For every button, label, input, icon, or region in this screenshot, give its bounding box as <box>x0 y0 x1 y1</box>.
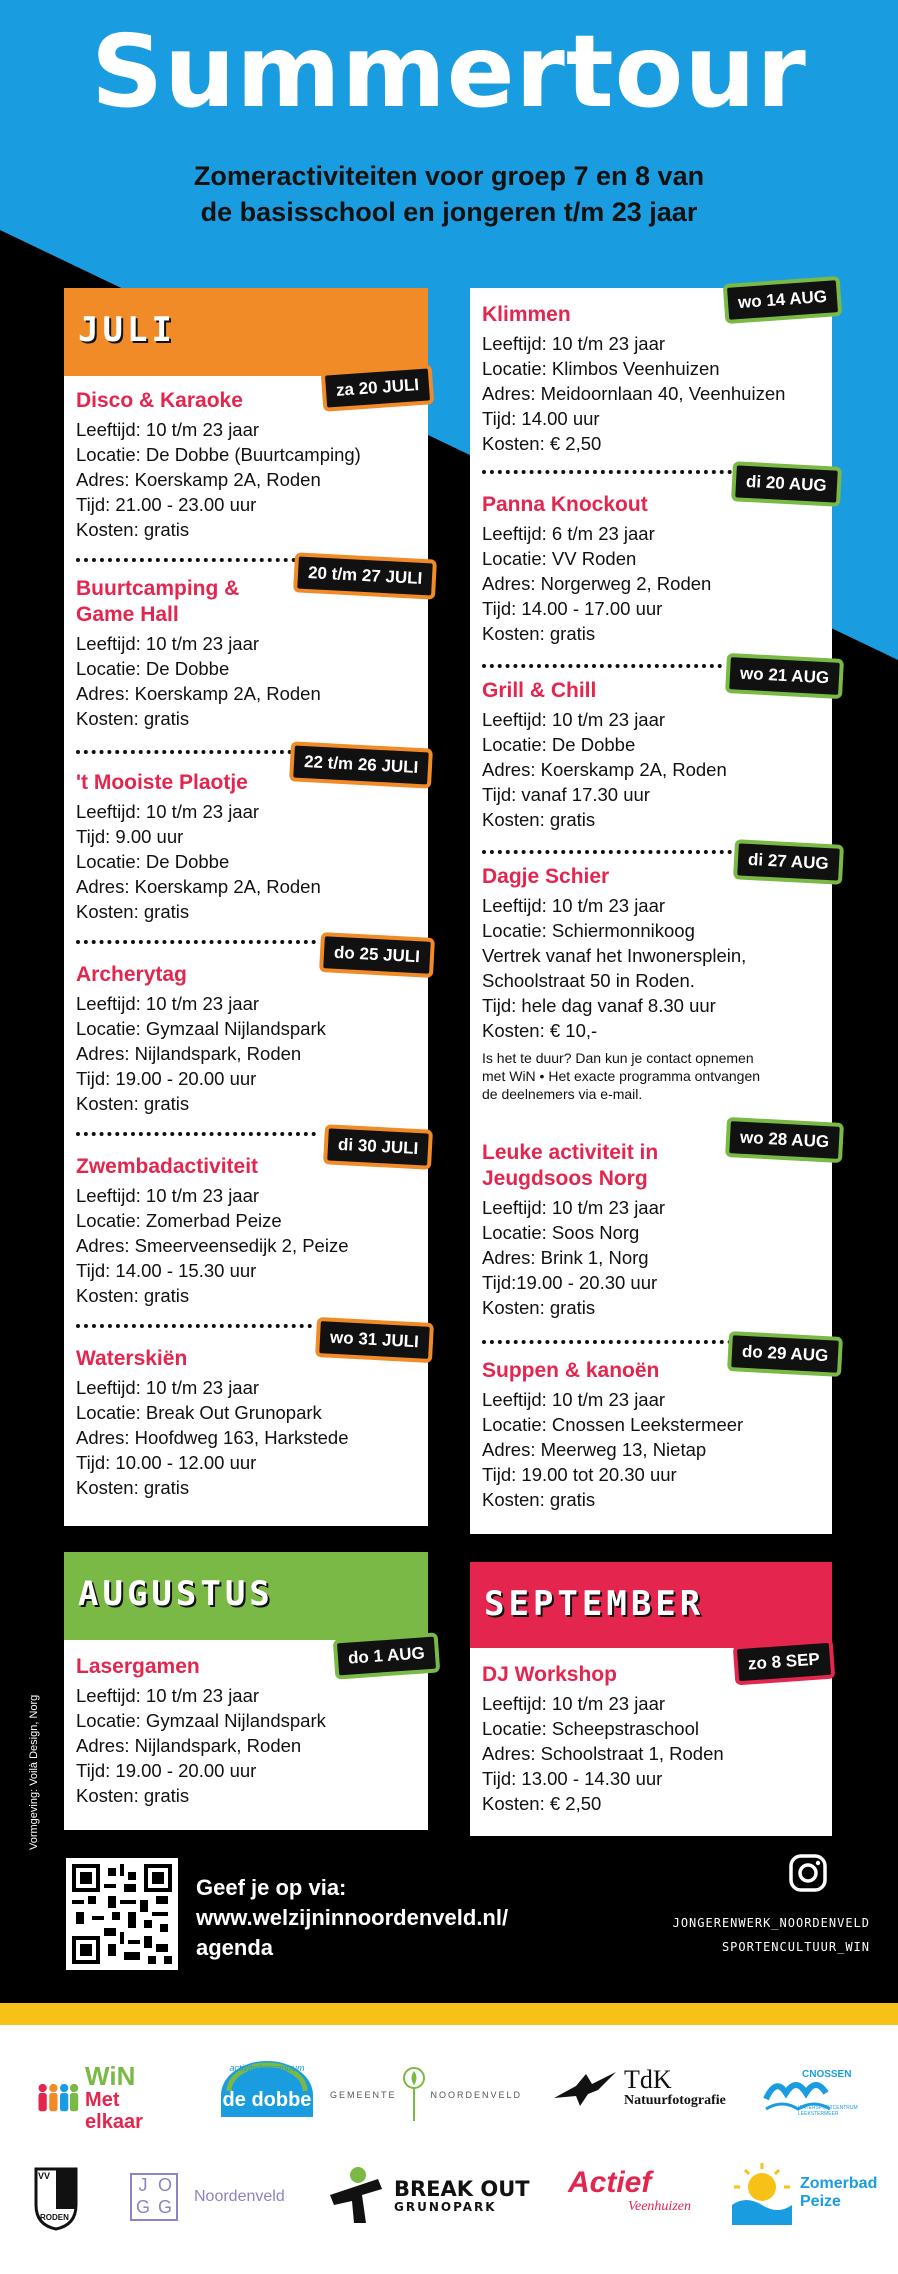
design-credit: Vormgeving: Voilà Design, Norg <box>28 1694 40 1850</box>
logo-vv-roden: VV RODEN <box>34 2167 78 2231</box>
logo-cnossen: CNOSSEN WATERSPORTCENTRUM LEEKSTERMEER <box>762 2069 862 2115</box>
date-badge: do 25 JULI <box>319 932 435 978</box>
price-note: Is het te duur? Dan kun je contact opnemen met WiN • Het exacte programma ontvangen de deelnemers via e-mail. <box>482 1050 761 1102</box>
date-badge: za 20 JULI <box>321 364 435 412</box>
date-badge: wo 31 JULI <box>315 1317 434 1363</box>
partner-logos <box>0 2025 898 2274</box>
logo-tdk: TdK Natuurfotografie <box>552 2067 726 2109</box>
event-disco-karaoke: Disco & Karaoke Leeftijd: 10 t/m 23 jaar Locatie: De Dobbe (Buurtcamping) Adres: Koerskamp 2A, Roden Tijd: 21.00 - 23.00 uur Kosten: gratis <box>76 389 361 540</box>
divider <box>482 664 722 668</box>
augustus-label: AUGUSTUS <box>78 1574 274 1614</box>
logo-win: WiN Met elkaar <box>36 2063 166 2133</box>
logo-zomerbad-peize: Zomerbad Peize <box>730 2161 877 2225</box>
eagle-icon <box>552 2068 618 2108</box>
event-suppen-kanoen: Suppen & kanoën Leeftijd: 10 t/m 23 jaar Locatie: Cnossen Leekstermeer Adres: Meerweg 13, Nietap Tijd: 19.00 tot 20.30 uur Kosten: gratis <box>482 1359 744 1510</box>
qr-code-icon <box>72 1864 172 1964</box>
date-badge: di 27 AUG <box>733 839 844 885</box>
date-badge: 22 t/m 26 JULI <box>289 741 433 788</box>
logo-break-out: BREAK OUT GRUNOPARK <box>324 2165 530 2227</box>
date-badge: di 20 AUG <box>731 461 842 507</box>
event-archerytag: Archerytag Leeftijd: 10 t/m 23 jaar Locatie: Gymzaal Nijlandspark Adres: Nijlandspark, Roden Tijd: 19.00 - 20.00 uur Kosten: gratis <box>76 963 326 1114</box>
logo-gemeente-noordenveld: GEMEENTE NOORDENVELD <box>330 2067 522 2123</box>
juli-label: JULI <box>78 310 176 350</box>
jumper-icon <box>324 2165 388 2227</box>
event-jeugdsoos-norg: Leuke activiteit in Jeugdsoos Norg Leeftijd: 10 t/m 23 jaar Locatie: Soos Norg Adres: Brink 1, Norg Tijd:19.00 - 20.30 uur Kosten: gratis <box>482 1141 666 1318</box>
signup-link[interactable]: www.welzijninnoordenveld.nl/ <box>196 1905 509 1930</box>
date-badge: zo 8 SEP <box>733 1639 835 1686</box>
date-badge: wo 21 AUG <box>725 653 844 699</box>
page-title: Summertour <box>91 13 807 130</box>
divider <box>76 1132 316 1136</box>
event-waterskien: Waterskiën Leeftijd: 10 t/m 23 jaar Locatie: Break Out Grunopark Adres: Hoofdweg 163, Harkstede Tijd: 10.00 - 12.00 uur Kosten: gratis <box>76 1347 349 1498</box>
logo-actief-veenhuizen: Actief Veenhuizen <box>568 2166 691 2214</box>
qr-code[interactable] <box>66 1858 178 1970</box>
event-mooiste-plaotje: 't Mooiste Plaotje Leeftijd: 10 t/m 23 jaar Tijd: 9.00 uur Locatie: De Dobbe Adres: Koerskamp 2A, Roden Kosten: gratis <box>76 771 321 922</box>
date-badge: 20 t/m 27 JULI <box>293 552 437 599</box>
divider <box>482 1340 732 1344</box>
event-buurtcamping: Buurtcamping & Game Hall Leeftijd: 10 t/m 23 jaar Locatie: De Dobbe Adres: Koerskamp 2A, Roden Kosten: gratis <box>76 577 321 729</box>
divider <box>76 750 292 754</box>
event-dagje-schier: Dagje Schier Leeftijd: 10 t/m 23 jaar Locatie: Schiermonnikoog Vertrek vanaf het Inwonersplein, Schoolstraat 50 in Roden. Tijd: hele dag vanaf 8.30 uur Kosten: € 10,- Is het te duur? Dan kun je contact opnemen met WiN • Het exacte programma ontvangen de deelnemers via e-mail. <box>482 864 832 1103</box>
september-header <box>470 1562 832 1648</box>
divider <box>482 470 732 474</box>
event-lasergamen: Lasergamen Leeftijd: 10 t/m 23 jaar Locatie: Gymzaal Nijlandspark Adres: Nijlandspark, Roden Tijd: 19.00 - 20.00 uur Kosten: gratis <box>76 1655 326 1806</box>
date-badge: wo 14 AUG <box>723 276 843 324</box>
handle-sportencultuur[interactable]: SPORTENCULTUUR_WIN <box>721 1940 870 1954</box>
divider <box>76 558 296 562</box>
signup-text: Geef je op via: www.welzijninnoordenveld.nl/ agenda <box>196 1875 509 1960</box>
event-grill-chill: Grill & Chill Leeftijd: 10 t/m 23 jaar Locatie: De Dobbe Adres: Koerskamp 2A, Roden Tijd: vanaf 17.30 uur Kosten: gratis <box>482 679 727 830</box>
leaf-icon <box>403 2067 425 2123</box>
date-badge: wo 28 AUG <box>725 1117 844 1163</box>
date-badge: do 1 AUG <box>333 1632 440 1679</box>
instagram-icon[interactable] <box>788 1853 828 1893</box>
event-panna-knockout: Panna Knockout Leeftijd: 6 t/m 23 jaar Locatie: VV Roden Adres: Norgerweg 2, Roden Tijd: 14.00 - 17.00 uur Kosten: gratis <box>482 493 712 644</box>
date-badge: di 30 JULI <box>323 1124 433 1170</box>
divider <box>482 850 732 854</box>
page-subtitle: Zomeractiviteiten voor groep 7 en 8 van de basisschool en jongeren t/m 23 jaar <box>193 161 705 227</box>
date-badge: do 29 AUG <box>727 1331 843 1377</box>
social-handles <box>673 1911 870 1959</box>
people-icon <box>36 2078 79 2118</box>
augustus-header <box>64 1552 428 1640</box>
handle-jongerenwerk[interactable]: JONGERENWERK_NOORDENVELD <box>672 1916 870 1930</box>
event-zwembadactiviteit: Zwembadactiviteit Leeftijd: 10 t/m 23 jaar Locatie: Zomerbad Peize Adres: Smeerveensedijk 2, Peize Tijd: 14.00 - 15.30 uur Kosten: gratis <box>76 1155 349 1306</box>
divider <box>76 940 316 944</box>
logo-de-dobbe: activiteitencentrum de dobbe <box>212 2055 322 2121</box>
logo-jogg: J O G G Noordenveld <box>130 2173 285 2221</box>
event-dj-workshop: DJ Workshop Leeftijd: 10 t/m 23 jaar Locatie: Scheepstraschool Adres: Schoolstraat 1, Roden Tijd: 13.00 - 14.30 uur Kosten: € 2,50 <box>482 1663 724 1814</box>
divider <box>76 1324 312 1328</box>
event-klimmen: Klimmen Leeftijd: 10 t/m 23 jaar Locatie: Klimbos Veenhuizen Adres: Meidoornlaan 40, Veenhuizen Tijd: 14.00 uur Kosten: € 2,50 <box>482 303 786 454</box>
sun-wave-icon <box>730 2161 794 2225</box>
juli-header <box>64 288 428 376</box>
yellow-bar <box>0 2003 898 2025</box>
september-label: SEPTEMBER <box>484 1584 705 1624</box>
